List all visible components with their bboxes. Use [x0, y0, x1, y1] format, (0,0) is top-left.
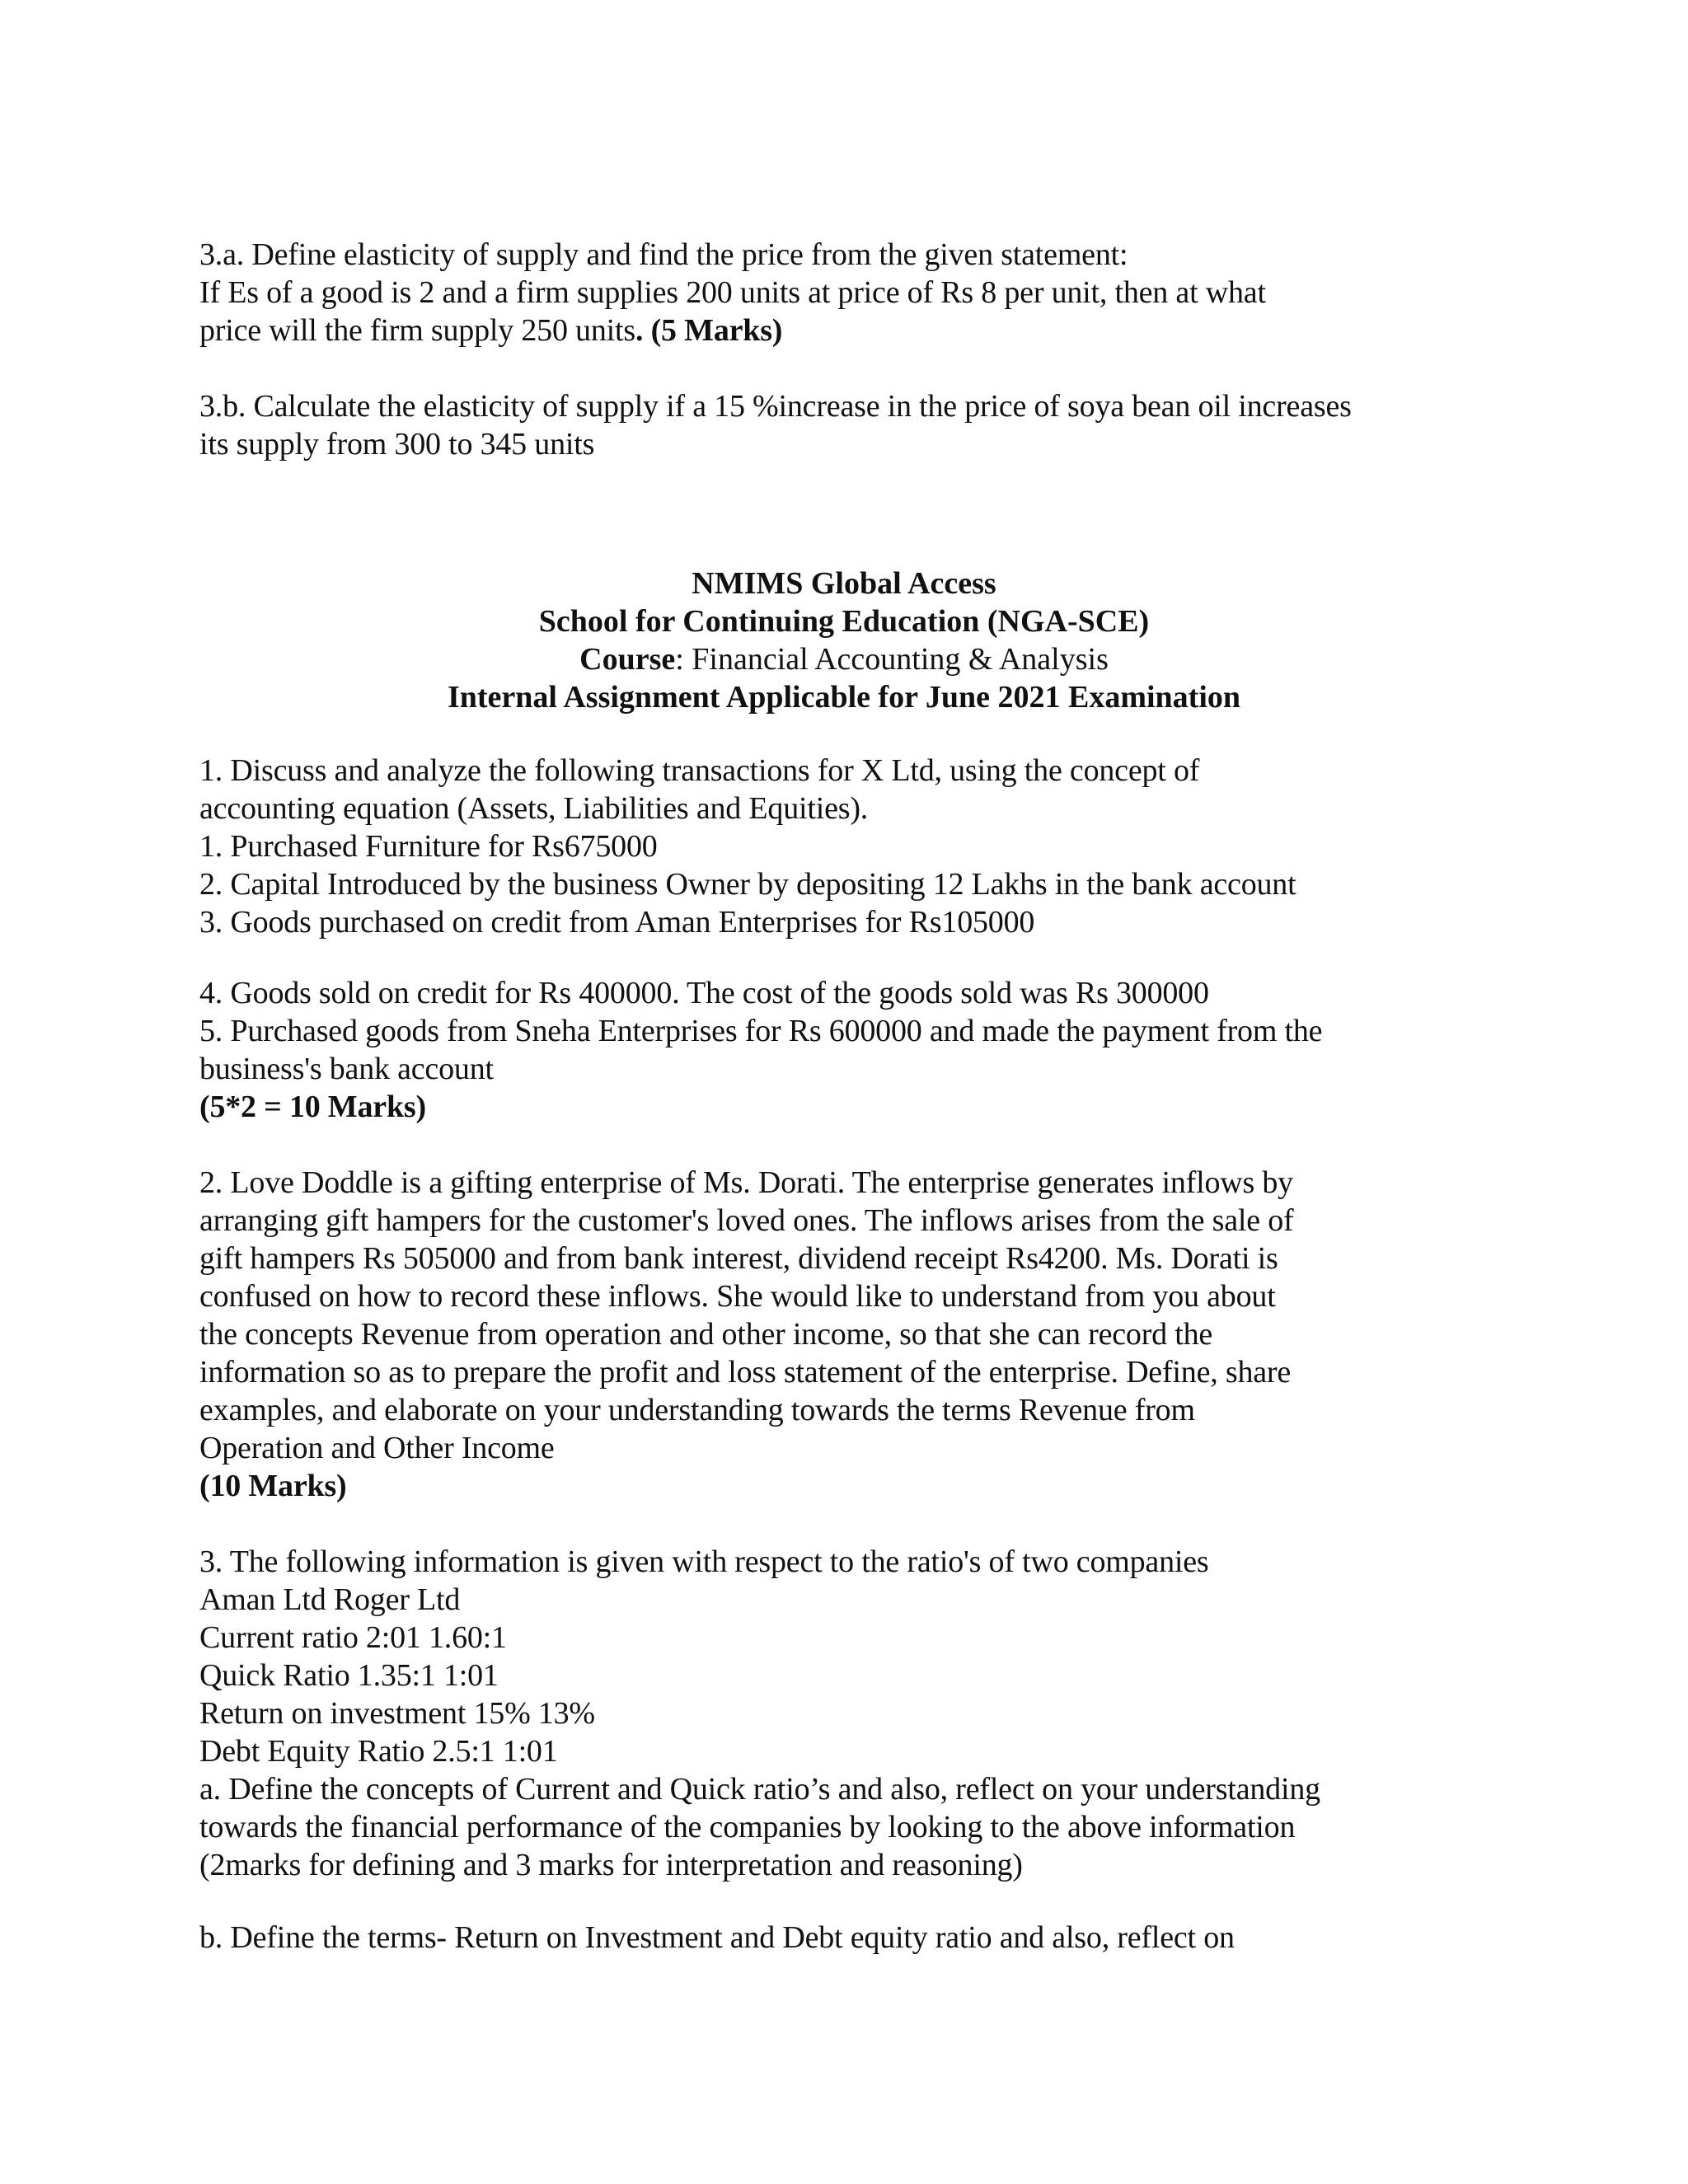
- q2-line-2: arranging gift hampers for the customer's loved ones. The inflows arises from the sale of: [199, 1203, 1294, 1238]
- q3-debt-equity: Debt Equity Ratio 2.5:1 1:01: [199, 1734, 558, 1769]
- q2-line-8: Operation and Other Income: [199, 1431, 555, 1465]
- q3b-part-line-1: b. Define the terms- Return on Investment and Debt equity ratio and also, reflect on: [199, 1920, 1235, 1955]
- q2-line-7: examples, and elaborate on your understanding towards the terms Revenue from: [199, 1393, 1195, 1427]
- q1-line-2: accounting equation (Assets, Liabilities and Equities).: [199, 791, 869, 826]
- q3-companies: Aman Ltd Roger Ltd: [199, 1582, 461, 1617]
- q1-item-4: 4. Goods sold on credit for Rs 400000. The cost of the goods sold was Rs 300000: [199, 976, 1209, 1010]
- q2-line-3: gift hampers Rs 505000 and from bank interest, dividend receipt Rs4200. Ms. Dorati is: [199, 1241, 1278, 1276]
- q3a-line-3-dot: .: [635, 313, 644, 348]
- q1-item-3: 3. Goods purchased on credit from Aman Enterprises for Rs105000: [199, 905, 1035, 940]
- assignment-title: Internal Assignment Applicable for June 2021 Examination: [447, 680, 1241, 715]
- q3a-line-3: [199, 312, 782, 349]
- q3-line-1: 3. The following information is given with respect to the ratio's of two companies: [199, 1544, 1209, 1579]
- q2-line-5: the concepts Revenue from operation and other income, so that she can record the: [199, 1317, 1213, 1352]
- q3a-part-line-3: (2marks for defining and 3 marks for interpretation and reasoning): [199, 1848, 1023, 1882]
- q3a-line-3-text: price will the firm supply 250 units: [199, 313, 635, 348]
- course-label: Course: [579, 642, 676, 677]
- q3-current-ratio: Current ratio 2:01 1.60:1: [199, 1620, 507, 1655]
- q2-line-6: information so as to prepare the profit and loss statement of the enterprise. Define, share: [199, 1355, 1292, 1390]
- q2-line-4: confused on how to record these inflows. She would like to understand from you about: [199, 1279, 1276, 1314]
- q1-item-5-line-1: 5. Purchased goods from Sneha Enterprises for Rs 600000 and made the payment from the: [199, 1014, 1323, 1048]
- q3b-line-1: 3.b. Calculate the elasticity of supply if a 15 %increase in the price of soya bean oil increases: [199, 389, 1352, 424]
- q3-roi: Return on investment 15% 13%: [199, 1696, 595, 1731]
- school-title: School for Continuing Education (NGA-SCE): [538, 604, 1150, 639]
- q1-item-1: 1. Purchased Furniture for Rs675000: [199, 829, 658, 864]
- q3-quick-ratio: Quick Ratio 1.35:1 1:01: [199, 1658, 499, 1693]
- q2-marks: (10 Marks): [199, 1469, 347, 1503]
- course-title: [0, 640, 1688, 678]
- q3a-line-1: 3.a. Define elasticity of supply and find the price from the given statement:: [199, 237, 1128, 272]
- q3a-marks: (5 Marks): [650, 313, 783, 348]
- institution-title: NMIMS Global Access: [692, 566, 996, 601]
- q1-item-2: 2. Capital Introduced by the business Owner by depositing 12 Lakhs in the bank account: [199, 867, 1296, 902]
- course-value: : Financial Accounting & Analysis: [675, 642, 1109, 677]
- q3a-line-2: If Es of a good is 2 and a firm supplies 200 units at price of Rs 8 per unit, then at what: [199, 275, 1266, 310]
- q1-line-1: 1. Discuss and analyze the following transactions for X Ltd, using the concept of: [199, 753, 1200, 788]
- q1-item-5-line-2: business's bank account: [199, 1052, 494, 1086]
- q1-marks: (5*2 = 10 Marks): [199, 1090, 426, 1124]
- q2-line-1: 2. Love Doddle is a gifting enterprise of Ms. Dorati. The enterprise generates inflows by: [199, 1165, 1293, 1200]
- q3a-part-line-1: a. Define the concepts of Current and Quick ratio’s and also, reflect on your understanding: [199, 1772, 1320, 1807]
- q3b-line-2: its supply from 300 to 345 units: [199, 427, 595, 462]
- q3a-part-line-2: towards the financial performance of the companies by looking to the above information: [199, 1810, 1296, 1844]
